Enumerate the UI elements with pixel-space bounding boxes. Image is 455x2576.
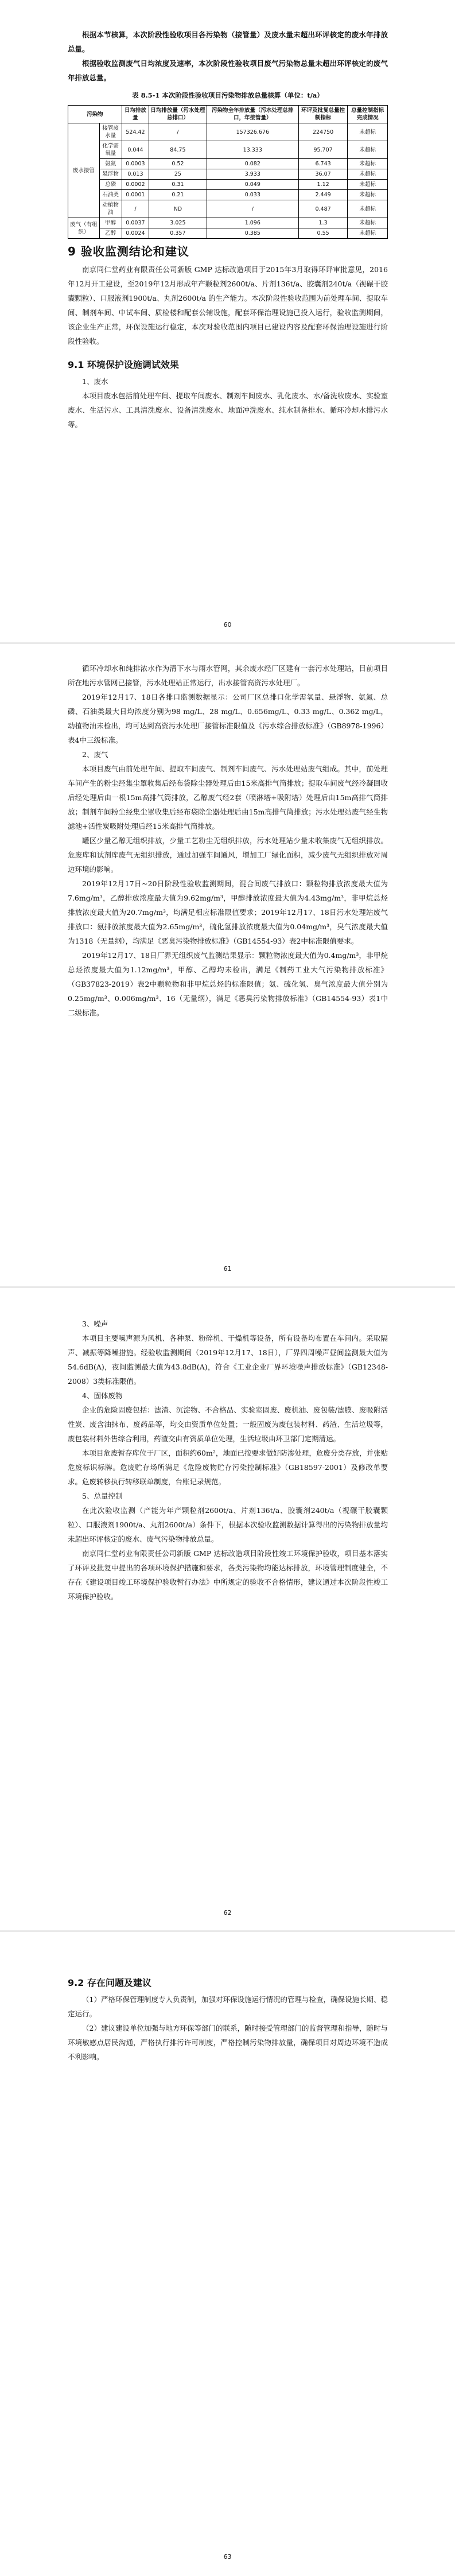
table-header: 污染物 — [68, 106, 122, 123]
table-cell: 未超标 — [348, 228, 388, 239]
table-row — [68, 228, 388, 239]
table-row — [68, 169, 388, 180]
table-cell: 0.0003 — [122, 159, 149, 169]
table-row — [68, 123, 388, 141]
table-cell: 0.049 — [207, 180, 298, 190]
table-cell: / — [207, 200, 298, 218]
table-cell: ND — [149, 200, 207, 218]
paragraph: 本项目主要噪声源为风机、各种泵、粉碎机、干燥机等设备，所有设备均布置在车间内。采取隔声、减振等降噪措施。经验收监测期间（2019年12月17、18日），厂界四周噪声昼间监测最大值为54.6dB(A)，夜间监测最大值为43.8dB(A)，符合《工业企业厂界环境噪声排放标准》（GB12348-2008）3类标准限值。 — [68, 1334, 388, 1386]
table-cell: 0.31 — [149, 180, 207, 190]
wastewater-paragraph: 本项目废水包括前处理车间、提取车间废水、制剂车间废水、乳化废水、水/备洗收废水、实验室废水、生活污水、工具清洗废水、设备清洗废水、地面冲洗废水、纯水制备排水、循环冷却水排污水等。 — [68, 391, 388, 429]
section-9-paragraph: 南京同仁堂药业有限责任公司新版 GMP 达标改造项目于2015年3月取得环评审批意见，2016年12月开工建设，至2019年12月形成年产颗粒剂2600t/a、片剂136t/a、胶囊剂240t/a（视碾干胶囊颗粒）、口服液剂1900t/a、丸剂2600t/a 的生产能力。本次阶段性验收范围为前处理车间、提取车间、制剂车间、中试车间、质检楼和配套公辅设施，配套环保治理设施已投入运行，验收监测期间，该企业生产正常，环保设施运行稳定，本次对验收范围内项目已建设内容及配套环保治理设施进行阶段性验收。 — [68, 265, 388, 346]
table-cell: 1.12 — [298, 180, 347, 190]
total-control-heading: 5、总量控制 — [82, 1492, 123, 1500]
page-number: 61 — [223, 1265, 232, 1273]
table-cell: 0.013 — [122, 169, 149, 180]
table-cell: 3.933 — [207, 169, 298, 180]
table-cell: 废水接管 — [68, 123, 100, 218]
table-row — [68, 141, 388, 159]
noise-heading: 3、噪声 — [82, 1320, 108, 1328]
table-cell: 未超标 — [348, 190, 388, 200]
paragraph: 南京同仁堂药业有限责任公司新版 GMP 达标改造项目阶段性竣工环境保护验收，项目基本落实了环评及批复中提出的各项环境保护措施和要求，各类污染物均能达标排放，环境管理制度健全，不存在《建设项目竣工环境保护验收暂行办法》中所规定的验收不合格情形，建议通过本次阶段性竣工环境保护验收。 — [68, 1549, 388, 1601]
summary-paragraph-gas: 根据验收监测废气日均浓度及速率，本次阶段性验收项目废气污染物总量未超出环评核定的废气年排放总量。 — [68, 59, 388, 82]
table-cell: / — [149, 123, 207, 141]
page-3-body — [68, 1317, 388, 1604]
table-cell: 84.75 — [149, 141, 207, 159]
table-cell: 0.385 — [207, 228, 298, 239]
table-cell: 0.044 — [122, 141, 149, 159]
table-cell: 0.033 — [207, 190, 298, 200]
table-cell: 2.449 — [298, 190, 347, 200]
table-cell: 6.743 — [298, 159, 347, 169]
table-cell: 524.42 — [122, 123, 149, 141]
solid-waste-heading: 4、固体废物 — [82, 1391, 123, 1400]
table-row — [68, 190, 388, 200]
table-cell: 未超标 — [348, 123, 388, 141]
table-row — [68, 200, 388, 218]
table-header: 环评及批复总量控制指标 — [298, 106, 347, 123]
section-9-title: 9 验收监测结论和建议 — [68, 245, 189, 258]
paragraph: 2019年12月17日~20日阶段性验收监测期间，混合间废气排放口：颗粒物排放浓度最大值为7.6mg/m³，乙醇排放浓度最大值为9.62mg/m³，甲醇排放浓度最大值为4.43mg/m³，非甲烷总烃排放浓度最大值为20.7mg/m³，均满足相应标准限值要求；2019年12月17、18日污水处理站废气排放口：氨排放浓度最大值为2.65mg/m³，硫化氢排放浓度最大值为0.04mg/m³，臭气浓度最大值为1318（无量纲），均满足《恶臭污染物排放标准》（GB14554-93）表2中标准限值要求。 — [68, 879, 388, 945]
paragraph: 企业的危险固废包括：滤渣、沉淀物、不合格品、实验室固废、废机油、废包装/滤膜、废吸附活性炭、废含油抹布、废药品等，均交由资质单位处置；一般固废为废包装材料、药渣、生活垃圾等，废包装材料外售综合利用，药渣交由有资质单位处理，生活垃圾由环卫部门定期清运。 — [68, 1406, 388, 1443]
table-cell: 1.3 — [298, 218, 347, 228]
table-header: 日均排放量 — [122, 106, 149, 123]
table-cell: 0.0024 — [122, 228, 149, 239]
table-cell: 动植物油 — [99, 200, 122, 218]
table-header: 总量控制指标完成情况 — [348, 106, 388, 123]
paragraph: 循环冷却水和纯排浓水作为清下水与雨水管网，其余废水经厂区建有一套污水处理站，目前项目所在地污水管网已接管，污水处理站正常运行，出水接管高资污水处理厂。 — [68, 664, 388, 687]
table-header: 日均排放量（污水处理总排口） — [149, 106, 207, 123]
table-caption: 表 8.5-1 本次阶段性验收项目污染物排放总量核算（单位：t/a） — [132, 91, 324, 99]
table-cell: 未超标 — [348, 141, 388, 159]
section-9-2-title: 9.2 存在问题及建议 — [68, 1977, 151, 1988]
page-2-body — [68, 661, 388, 1020]
table-cell: 224750 — [298, 123, 347, 141]
table-cell: 悬浮物 — [99, 169, 122, 180]
table-row — [68, 159, 388, 169]
suggestion-paragraph: （1）严格环保管理制度专人负责制，加强对环保设施运行情况的管理与检查，确保设施长期、稳定运行。 — [68, 1995, 388, 2018]
table-row — [68, 180, 388, 190]
table-cell: 1.096 — [207, 218, 298, 228]
table-cell: 甲醇 — [99, 218, 122, 228]
table-cell: 0.55 — [298, 228, 347, 239]
table-row — [68, 218, 388, 228]
table-cell: 36.07 — [298, 169, 347, 180]
table-cell: 未超标 — [348, 218, 388, 228]
table-cell: 0.52 — [149, 159, 207, 169]
table-cell: 乙醇 — [99, 228, 122, 239]
table-cell: 0.21 — [149, 190, 207, 200]
table-cell: 0.0037 — [122, 218, 149, 228]
paragraph: 罐区少量乙醇无组织排放，少量工艺粉尘无组织排放，污水处理站少量未收集废气无组织排放。危废库和试剂库废气无组织排放，通过加强车间通风，增加工厂绿化面积，减少废气无组织排放对周边环境的影响。 — [68, 836, 388, 874]
table-header: 污染物全年排放量（污水处理总排口，年接管量） — [207, 106, 298, 123]
table-cell: 13.333 — [207, 141, 298, 159]
table-cell: 未超标 — [348, 180, 388, 190]
table-cell: 157326.676 — [207, 123, 298, 141]
table-cell: 废气（有组织） — [68, 218, 100, 239]
table-cell: / — [122, 200, 149, 218]
table-cell: 未超标 — [348, 159, 388, 169]
page-number: 60 — [223, 621, 232, 629]
pollutant-total-table — [68, 105, 388, 239]
page-1 — [0, 0, 455, 644]
table-cell: 总磷 — [99, 180, 122, 190]
paragraph: 2019年12月17、18日厂界无组织废气监测结果显示：颗粒物浓度最大值为0.4mg/m³，非甲烷总烃浓度最大值为1.12mg/m³，甲醇、乙醇均未检出，满足《制药工业大气污染物排放标准》（GB37823-2019）表2中颗粒物和非甲烷总烃的标准限值；氨、硫化氢、臭气浓度最大值分别为0.25mg/m³、0.006mg/m³、16（无量纲），满足《恶臭污染物排放标准》（GB14554-93）表1中二级标准。 — [68, 951, 388, 1017]
table-cell: 3.025 — [149, 218, 207, 228]
table-cell: 接管废水量 — [99, 123, 122, 141]
page-3 — [0, 1288, 455, 1932]
page-4 — [0, 1932, 455, 2576]
table-cell: 95.707 — [298, 141, 347, 159]
page-4-body — [68, 1966, 388, 2064]
page-number: 62 — [223, 1909, 232, 1917]
paragraph: 本项目危废暂存库位于厂区，面积约60m²，地面已按要求做好防渗处理，危废分类存放，并张贴危废标识标牌。危废贮存场所满足《危险废物贮存污染控制标准》（GB18597-2001）及修改单要求。危废转移执行转移联单制度，台账记录规范。 — [68, 1449, 388, 1486]
suggestion-paragraph: （2）建议建设单位加强与地方环保等部门的联系，随时接受管理部门的监督管理和指导，随时与环境敏感点居民沟通，严格执行排污许可制度，严格控制污染物排放量，确保项目对周边环境不造成不利影响。 — [68, 2024, 388, 2061]
table-cell: 25 — [149, 169, 207, 180]
page-2 — [0, 644, 455, 1288]
paragraph: 在此次验收监测（产能为年产颗粒剂2600t/a、片剂136t/a、胶囊剂240t/a（视碾干胶囊颗粒）、口服液剂1900t/a、丸剂2600t/a）条件下，根据本次验收监测数据计算得出的污染物排放量均未超出环评核定的废水、废气污染物排放总量。 — [68, 1506, 388, 1543]
summary-paragraph-wastewater: 根据本节核算，本次阶段性验收项目各污染物（接管量）及废水量未超出环评核定的废水年排放总量。 — [68, 30, 388, 53]
page-number: 63 — [223, 2553, 232, 2561]
paragraph: 本项目废气由前处理车间、提取车间废气、制剂车间废气、污水处理站废气组成。其中，前处理车间产生的粉尘经集尘罩收集后经布袋除尘器处理后由15米高排气筒排放；提取车间废气经冷凝回收后经处理后由一根15m高排气筒排放，乙醇废气经2套（喷淋塔+吸附塔）处理后由15m高排气筒排放；制剂车间粉尘经集尘罩收集后经布袋除尘器处理后由15m高排气筒排放；污水处理站废气经生物滤池+活性炭吸附处理后经15米高排气筒排放。 — [68, 765, 388, 831]
wastewater-heading: 1、废水 — [82, 377, 108, 386]
table-cell: 未超标 — [348, 169, 388, 180]
page-1-body — [68, 28, 388, 432]
table-cell: 0.0002 — [122, 180, 149, 190]
table-cell: 0.487 — [298, 200, 347, 218]
table-cell: 0.357 — [149, 228, 207, 239]
paragraph: 2019年12月17、18日各排口监测数据显示：公司厂区总排口化学需氧量、悬浮物、氨氮、总磷、石油类最大日均浓度分别为98 mg/L、28 mg/L、0.656mg/L、0.33 mg/L、0.362 mg/L，动植物油未检出，均可达到高资污水处理厂接管标准限值及《污水综合排放标准》（GB8978-1996）表4中三级标准。 — [68, 693, 388, 744]
table-cell: 石油类 — [99, 190, 122, 200]
section-9-1-title: 9.1 环境保护设施调试效果 — [68, 359, 179, 370]
waste-gas-heading: 2、废气 — [82, 750, 108, 759]
table-cell: 氨氮 — [99, 159, 122, 169]
table-cell: 0.082 — [207, 159, 298, 169]
table-cell: 0.0001 — [122, 190, 149, 200]
table-cell: 未超标 — [348, 200, 388, 218]
table-cell: 化学需氧量 — [99, 141, 122, 159]
